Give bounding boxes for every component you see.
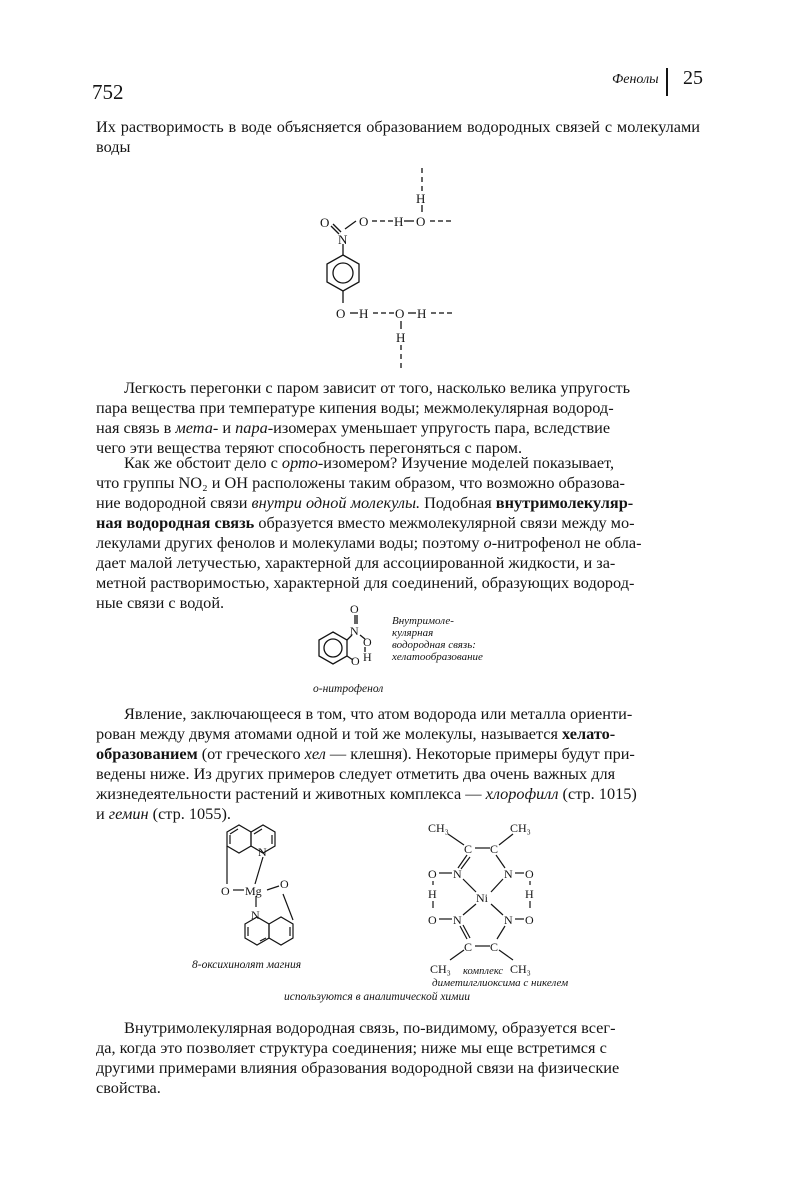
figure-caption-mg: 8-оксихинолят магния [192,959,302,971]
atom-h: H [428,887,437,901]
chapter-number: 25 [683,67,703,89]
atom-n: N [504,913,513,927]
atom-n: N [338,232,348,247]
text-fragment-italic: хлорофилл [485,784,559,803]
text-line: пара вещества при температуре кипения воды; межмолекулярная водород- [96,398,614,417]
figure-caption: о-нитрофенол [313,683,384,695]
atom-h: H [363,650,372,664]
atom-c: C [464,842,473,856]
paragraph-solubility [96,117,700,157]
text-fragment: образуется вместо межмолекулярной связи между мо- [254,513,635,532]
figure-o-nitrophenol [305,602,395,677]
figure-caption-ni-line2: диметилглиоксима с никелем [432,977,569,989]
atom-mg: Mg [245,884,262,898]
figure-nickel-dimethylglyoxime [420,815,560,980]
text-fragment-bold: образованием [96,744,198,763]
text-fragment: Как же обстоит дело с [124,453,282,472]
text-fragment-bold: хелато- [562,724,616,743]
figure-note [392,615,483,663]
text-line: да, когда это позволяет структура соединения; ниже мы еще встретимся с [96,1038,607,1057]
paragraph-ortho-isomer [96,453,700,613]
figure-magnesium-oxinate [205,822,325,962]
figure-nitrophenol-water [300,165,480,375]
text-line [96,533,700,553]
atom-o: O [359,214,369,229]
text-fragment-bold: ная водородная связь [96,513,255,532]
figure-caption-analytical: используются в аналитической химии [284,991,471,1003]
text-line: Легкость перегонки с паром зависит от того, насколько велика упругость [124,378,631,397]
text-fragment: -нитрофенол не обла- [491,533,642,552]
atom-h: H [525,887,534,901]
atom-h: H [394,214,404,229]
text-line [96,784,700,804]
text-line: Явление, заключающееся в том, что атом водорода или металла ориенти- [124,704,633,723]
text-line: ные связи с водой. [96,593,225,612]
text-fragment-italic: о [483,533,492,552]
figure-note-line: водородная связь: [392,639,476,651]
atom-o: O [320,215,330,230]
group-ch3: CH₃ [510,821,531,835]
text-fragment: — клешня). Некоторые примеры будут при- [325,744,635,763]
text-fragment-italic: внутри одной молекулы. [251,493,421,512]
text-line [96,744,700,764]
paragraph-steam-distillation [96,378,700,458]
text-fragment-italic: гемин [108,804,149,823]
atom-h-extra: H [417,306,427,321]
atom-o: O [336,306,346,321]
text-line [96,513,700,533]
atom-o: O [221,884,230,898]
atom-c: C [490,940,499,954]
text-line: другими примерами влияния образования водородной связи на физические [96,1058,620,1077]
atom-c: C [464,940,473,954]
text-fragment: ная связь в [96,418,176,437]
atom-o: O [350,602,359,616]
atom-o: O [363,635,372,649]
text-fragment: жизнедеятельности растений и животных комплекса — [96,784,486,803]
group-ch3: CH₃ [428,821,449,835]
text-line: чего эти вещества теряют способность перегоняться с паром. [96,438,523,457]
figure-note-line: Внутримоле- [392,615,454,627]
text-line: что группы NO₂ и OH расположены таким образом, что возможно образова- [96,473,625,492]
text-fragment: (стр. 1055). [148,804,231,823]
text-fragment-italic: пара [235,418,268,437]
atom-n: N [504,867,513,881]
text-line [96,418,700,438]
text-line: ведены ниже. Из других примеров следует отметить два очень важных для [96,764,616,783]
figure-note-line: хелатообразование [392,651,483,663]
atom-n: N [258,845,267,859]
text-fragment: -изомерах уменьшает упругость пара, вследствие [267,418,611,437]
text-fragment: ние водородной связи [96,493,252,512]
atom-o: O [428,867,437,881]
text-line: дает малой летучестью, характерной для ассоциированной жидкости, и за- [96,553,616,572]
text-fragment: и [218,418,236,437]
group-ch3: CH₃ [430,962,451,976]
paragraph-chelation [96,704,700,824]
atom-n: N [251,908,260,922]
atom-ni: Ni [476,891,488,905]
atom-o: O [280,877,289,891]
text-line [96,724,700,744]
text-line [96,453,700,473]
text-fragment: (стр. 1015) [558,784,637,803]
text-fragment-italic: мета- [175,418,219,437]
text-fragment-italic: орто [281,453,318,472]
header-divider [666,68,668,96]
group-ch3: CH₃ [510,962,531,976]
text-fragment: Подобная [420,493,496,512]
atom-c: C [490,842,499,856]
atom-h: H [416,191,426,206]
atom-o: O [428,913,437,927]
text-line [96,804,700,824]
atom-h: H [359,306,369,321]
text-fragment: лекулами других фенолов и молекулами воды; поэтому [96,533,484,552]
atom-n: N [453,913,462,927]
text-fragment-bold: внутримолекуляр- [495,493,634,512]
atom-o: O [395,306,405,321]
text-line: Внутримолекулярная водородная связь, по-видимому, образуется всег- [124,1018,616,1037]
text-line [96,493,700,513]
figure-caption-ni-line1: комплекс [463,966,503,977]
atom-o: O [351,654,360,668]
text-line: свойства. [96,1078,161,1097]
figure-note-line: кулярная [392,627,434,639]
atom-o: O [416,214,426,229]
text-fragment: рован между двумя атомами одной и той же молекулы, называется [96,724,563,743]
atom-n: N [350,624,359,638]
atom-o: O [525,913,534,927]
atom-o: O [525,867,534,881]
paragraph-solubility-text: Их растворимость в воде объясняется образованием водородных связей с молекулами воды [96,117,700,156]
atom-n: N [453,867,462,881]
paragraph-conclusion [96,1018,700,1098]
running-title: Фенолы [612,72,659,87]
text-fragment-italic: хел [304,744,326,763]
text-fragment: -изомером? Изучение моделей показывает, [317,453,615,472]
text-fragment: (от греческого [197,744,305,763]
text-line: метной растворимостью, характерной для соединений, образующих водород- [96,573,635,592]
page-number: 752 [92,80,124,104]
text-fragment: и [96,804,109,823]
atom-h: H [396,330,406,345]
